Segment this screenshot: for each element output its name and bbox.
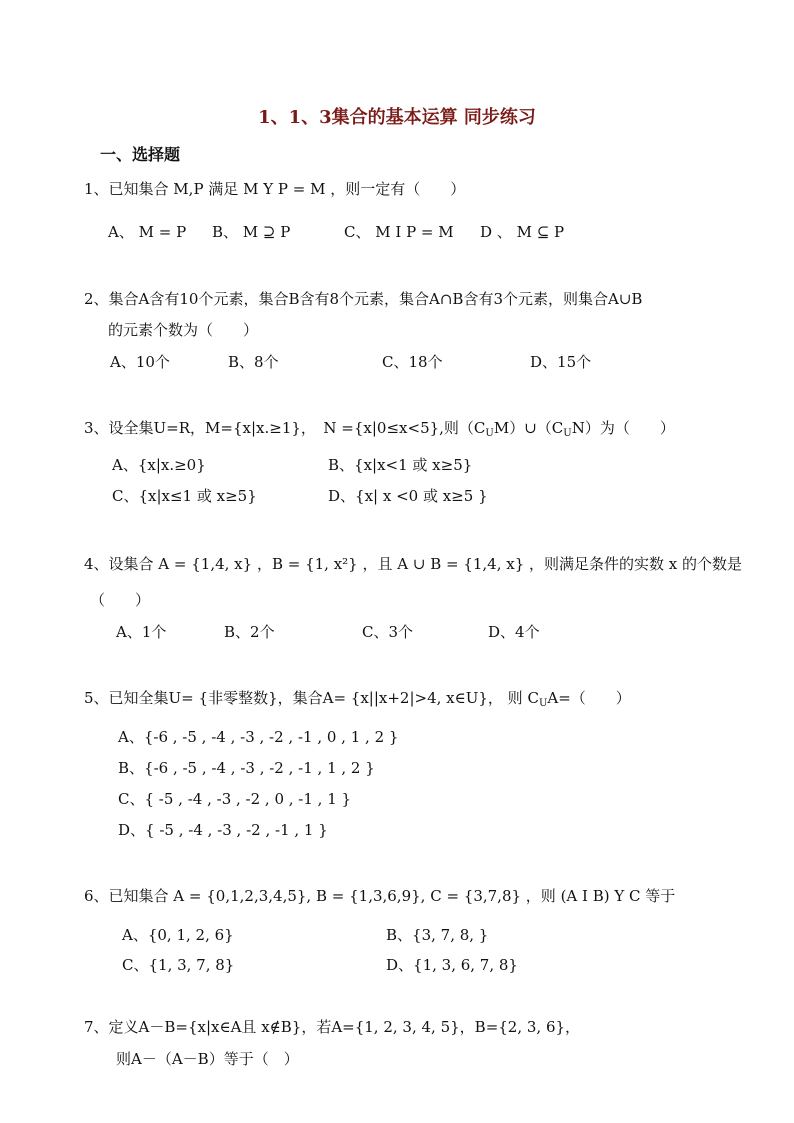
question-4-option-c: C、3个 [362,623,414,641]
question-3-subscript-1: U [485,428,494,439]
question-7-stem-line-2: 则A－（A－B）等于（ ） [116,1050,299,1068]
question-5-option-a: A、{-6 , -5 , -4 , -3 , -2 , -1 , 0 , 1 , 2 } [118,728,399,746]
question-1-option-a: A、 M = P [108,223,187,241]
question-5-stem-part-1: 5、已知全集U= {非零整数}，集合A= {x||x+2|>4, x∈U}， 则 C [84,689,539,707]
question-5-stem-part-2: A=（ ） [547,689,631,707]
question-2-option-a: A、10个 [110,353,170,371]
question-5-option-d: D、{ -5 , -4 , -3 , -2 , -1 , 1 } [118,821,328,839]
question-4-option-d: D、4个 [488,623,540,641]
question-2-stem-line-2: 的元素个数为（ ） [108,321,259,339]
question-2-stem-line-1: 2、集合A含有10个元素，集合B含有8个元素，集合A∩B含有3个元素，则集合A∪B [84,290,643,308]
question-4-stem-line-1: 4、设集合 A = {1,4, x} ，B = {1, x²} ，且 A ∪ B = {1,4, x} ，则满足条件的实数 x 的个数是 [84,555,743,573]
question-6-option-a: A、{0, 1, 2, 6} [122,926,234,944]
question-4-option-b: B、2个 [224,623,275,641]
question-5-subscript: U [538,698,548,709]
question-1-option-d: D 、 M ⊆ P [480,223,565,241]
question-1-stem: 1、已知集合 M,P 满足 M Y P = M ，则一定有（ ） [84,180,466,198]
question-3-option-b: B、{x|x<1 或 x≥5} [328,456,473,474]
question-6-stem: 6、已知集合 A = {0,1,2,3,4,5}, B = {1,3,6,9}, C = {3,7,8} ，则 (A I B) Y C 等于 [84,887,676,905]
question-5-stem [84,688,631,714]
question-3-subscript-2: U [563,428,572,439]
question-6-option-d: D、{1, 3, 6, 7, 8} [386,956,518,974]
question-1-option-b: B、 M ⊇ P [212,223,291,241]
question-3-stem [84,418,675,444]
question-6-option-c: C、{1, 3, 7, 8} [122,956,235,974]
question-4-option-a: A、1个 [116,623,167,641]
question-6-option-b: B、{3, 7, 8, } [386,926,489,944]
question-2-option-d: D、15个 [530,353,592,371]
question-4-stem-line-2: （ ） [90,591,151,609]
page-title: 1、1、3集合的基本运算 同步练习 [258,107,536,128]
section-heading: 一、选择题 [100,145,181,164]
question-3-option-a: A、{x|x.≥0} [112,456,206,474]
question-5-option-b: B、{-6 , -5 , -4 , -3 , -2 , -1 , 1 , 2 } [118,759,375,777]
question-3-stem-part-3: N）为（ ） [571,419,675,437]
question-3-stem-part-2: M）∪（C [493,419,564,437]
question-3-stem-part-1: 3、设全集U=R，M={x|x.≥1}， N ={x|0≤x<5},则（C [84,419,486,437]
question-2-option-c: C、18个 [382,353,443,371]
question-3-option-c: C、{x|x≤1 或 x≥5} [112,487,257,505]
question-5-option-c: C、{ -5 , -4 , -3 , -2 , 0 , -1 , 1 } [118,790,352,808]
question-1-option-c: C、 M I P = M [344,223,454,241]
question-2-option-b: B、8个 [228,353,279,371]
question-7-stem-line-1: 7、定义A－B={x|x∈A且 x∉B}，若A={1, 2, 3, 4, 5}，B={2, 3, 6}， [84,1018,581,1036]
question-3-option-d: D、{x| x <0 或 x≥5 } [328,487,488,505]
